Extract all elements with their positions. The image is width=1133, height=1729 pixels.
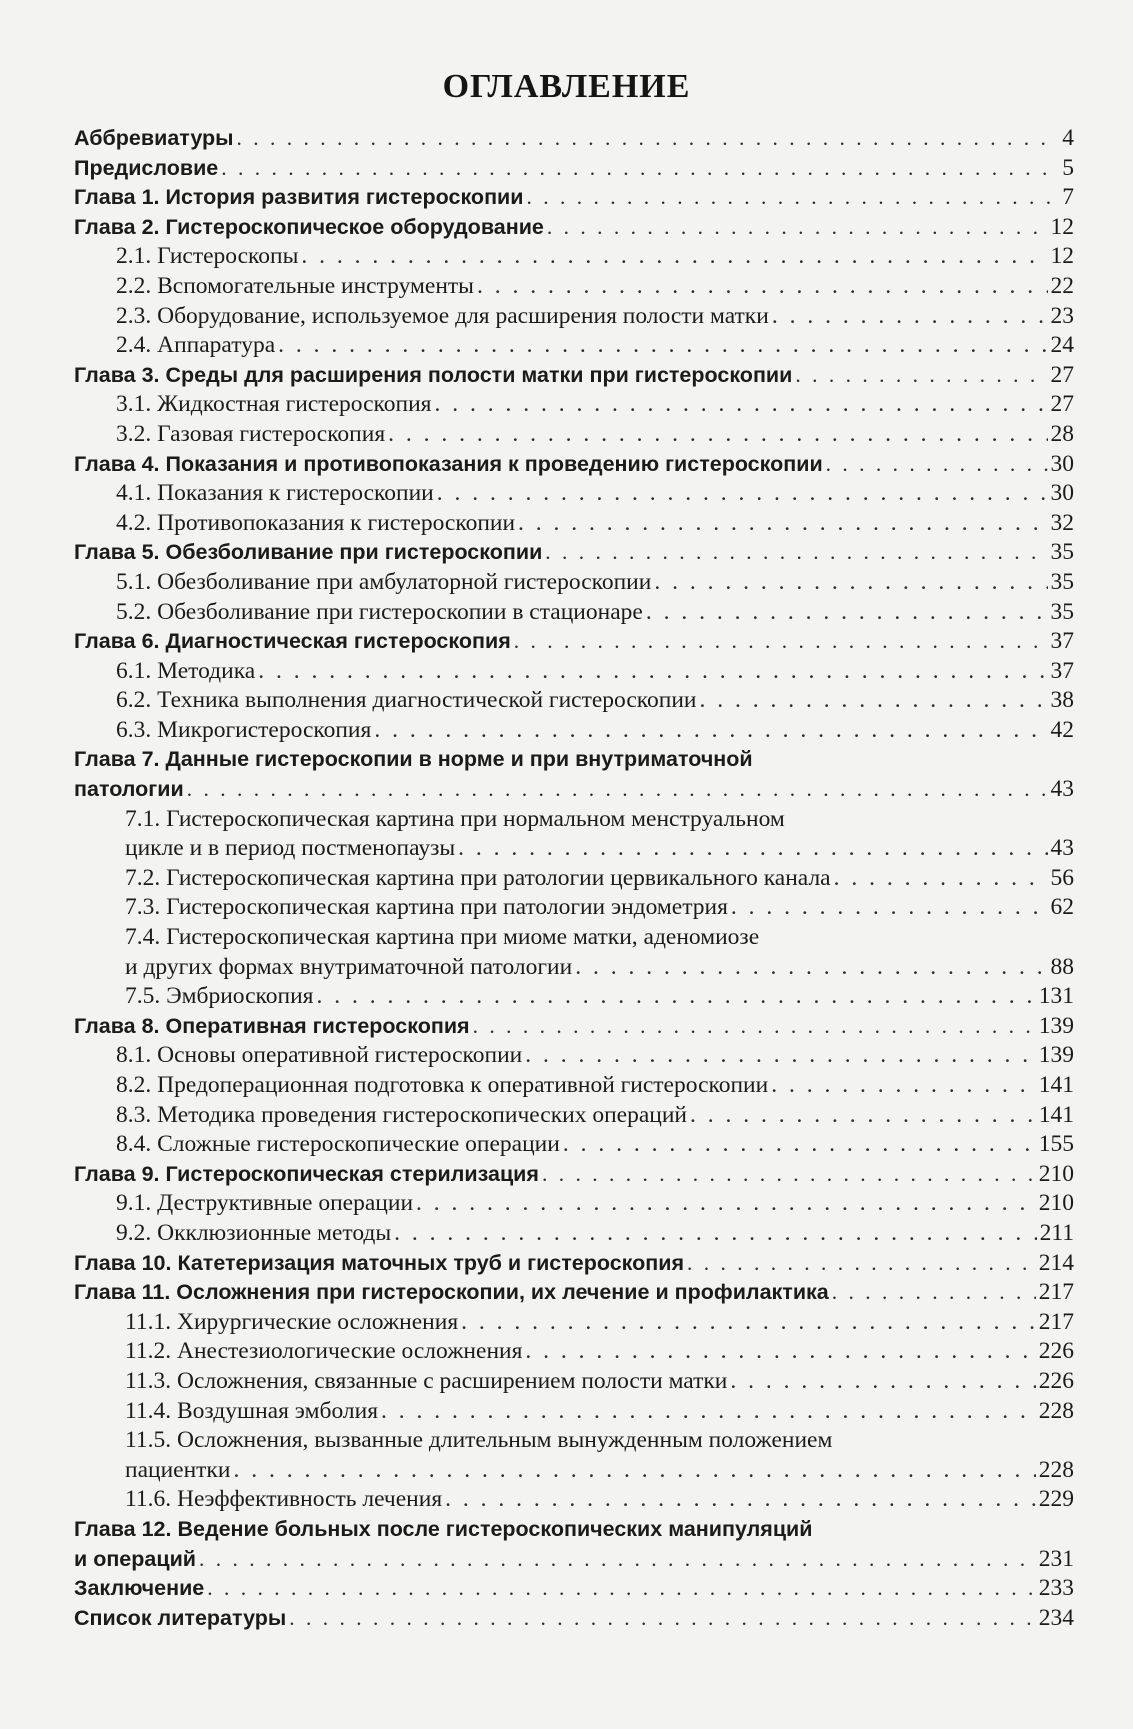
toc-page-number: 141 bbox=[1038, 1101, 1074, 1128]
toc-page-number: 56 bbox=[1050, 864, 1074, 891]
toc-entry-title: 2.1. Гистероскопы bbox=[116, 243, 299, 270]
toc-page-number: 231 bbox=[1038, 1545, 1074, 1572]
page-title: ОГЛАВЛЕНИЕ bbox=[442, 68, 691, 105]
toc-page-number: 210 bbox=[1038, 1190, 1074, 1217]
toc-section-entry[interactable] bbox=[74, 390, 1074, 420]
toc-page-number: 210 bbox=[1038, 1160, 1074, 1187]
leader-dots bbox=[525, 1337, 1035, 1367]
toc-section-entry[interactable] bbox=[74, 923, 1074, 982]
toc-page-number: 62 bbox=[1050, 894, 1074, 921]
toc-entry-title: 6.3. Микрогистероскопия bbox=[116, 716, 372, 743]
toc-page-number: 24 bbox=[1050, 332, 1074, 359]
toc-entry-title: патологии bbox=[74, 777, 184, 802]
toc-entry-title: Аббревиатуры bbox=[74, 126, 234, 150]
leader-dots bbox=[199, 1545, 1036, 1575]
toc-chapter-entry[interactable] bbox=[74, 213, 1074, 243]
toc-section-entry[interactable] bbox=[74, 302, 1074, 332]
toc-page-number: 139 bbox=[1038, 1042, 1074, 1069]
toc-section-entry[interactable] bbox=[74, 686, 1074, 716]
leader-dots bbox=[795, 361, 1047, 391]
toc-page-number: 155 bbox=[1038, 1131, 1074, 1158]
toc-entry-title: Глава 10. Катетеризация маточных труб и гистероскопия bbox=[74, 1250, 685, 1275]
leader-dots bbox=[317, 982, 1036, 1012]
toc-section-entry[interactable] bbox=[74, 568, 1074, 598]
toc-page-number: 228 bbox=[1038, 1397, 1074, 1424]
toc-entry-title: 9.1. Деструктивные операции bbox=[116, 1190, 414, 1217]
toc-entry-title: 2.2. Вспомогательные инструменты bbox=[116, 272, 474, 299]
toc-page-number: 42 bbox=[1050, 716, 1074, 743]
leader-dots bbox=[388, 420, 1047, 450]
toc-entry-title: Предисловие bbox=[74, 155, 219, 180]
leader-dots bbox=[646, 598, 1048, 628]
leader-dots bbox=[700, 686, 1048, 716]
toc-chapter-entry[interactable] bbox=[74, 154, 1074, 184]
leader-dots bbox=[654, 568, 1047, 598]
toc-entry-title: 8.2. Предоперационная подготовка к оперативной гистероскопии bbox=[116, 1072, 769, 1098]
toc-entry-title: 11.3. Осложнения, связанные с расширением полости матки bbox=[125, 1367, 728, 1394]
toc-chapter-entry[interactable] bbox=[74, 1249, 1074, 1279]
toc-entry-title: Список литературы bbox=[74, 1605, 287, 1630]
toc-page-number: 28 bbox=[1050, 420, 1074, 447]
toc-entry-title: 11.6. Неэффективность лечения bbox=[125, 1486, 443, 1513]
toc-entry-title: Глава 8. Оперативная гистероскопия bbox=[74, 1013, 470, 1038]
leader-dots bbox=[461, 1308, 1036, 1338]
leader-dots bbox=[374, 716, 1047, 746]
toc-page-number: 37 bbox=[1050, 628, 1074, 655]
leader-dots bbox=[434, 390, 1047, 420]
toc-entry-title: 4.1. Показания к гистероскопии bbox=[116, 480, 434, 507]
toc-section-entry[interactable] bbox=[74, 1337, 1074, 1367]
leader-dots bbox=[437, 479, 1048, 509]
toc-entry-title: 8.4. Сложные гистероскопические операции bbox=[116, 1131, 560, 1158]
toc-chapter-entry[interactable] bbox=[74, 361, 1074, 391]
leader-dots bbox=[477, 272, 1048, 302]
toc-entry-title: 6.1. Методика bbox=[116, 657, 256, 684]
table-of-contents bbox=[74, 124, 1074, 1633]
leader-dots bbox=[563, 1130, 1036, 1160]
toc-page-number: 35 bbox=[1050, 568, 1074, 595]
toc-entry-title: пациентки bbox=[125, 1456, 231, 1483]
toc-page-number: 229 bbox=[1038, 1486, 1074, 1513]
toc-chapter-entry[interactable] bbox=[74, 1574, 1074, 1604]
toc-chapter-entry[interactable] bbox=[74, 1604, 1074, 1634]
toc-page-number: 139 bbox=[1038, 1012, 1074, 1039]
toc-entry-title: Глава 5. Обезболивание при гистероскопии bbox=[74, 540, 543, 565]
toc-entry-title: и других формах внутриматочной патологии bbox=[125, 953, 573, 980]
toc-entry-title: 7.1. Гистероскопическая картина при нормальном менструальном bbox=[125, 805, 785, 832]
toc-section-entry[interactable] bbox=[74, 1426, 1074, 1485]
toc-section-entry[interactable] bbox=[74, 1308, 1074, 1338]
toc-entry-title: 3.1. Жидкостная гистероскопия bbox=[116, 391, 432, 418]
toc-section-entry[interactable] bbox=[74, 716, 1074, 746]
toc-page-number: 4 bbox=[1062, 125, 1074, 151]
toc-entry-title: 5.1. Обезболивание при амбулаторной гистероскопии bbox=[116, 568, 652, 595]
toc-section-entry[interactable] bbox=[74, 1219, 1074, 1249]
toc-section-entry[interactable] bbox=[74, 509, 1074, 539]
toc-entry-title: цикле и в период постменопаузы bbox=[125, 835, 456, 862]
toc-section-entry[interactable] bbox=[74, 1130, 1074, 1160]
toc-section-entry[interactable] bbox=[74, 982, 1074, 1012]
toc-entry-title: 7.4. Гистероскопическая картина при миоме матки, аденомиозе bbox=[125, 924, 760, 951]
toc-entry-title: 4.2. Противопоказания к гистероскопии bbox=[116, 509, 516, 536]
toc-chapter-entry[interactable] bbox=[74, 745, 1074, 804]
toc-section-entry[interactable] bbox=[74, 1485, 1074, 1515]
toc-entry-title: Глава 2. Гистероскопическое оборудование bbox=[74, 214, 544, 239]
toc-page-number: 234 bbox=[1038, 1604, 1074, 1631]
leader-dots bbox=[301, 242, 1047, 272]
toc-section-entry[interactable] bbox=[74, 805, 1074, 864]
leader-dots bbox=[575, 953, 1047, 983]
leader-dots bbox=[289, 1604, 1036, 1634]
toc-page-number: 217 bbox=[1038, 1279, 1074, 1306]
toc-page-number: 30 bbox=[1050, 450, 1074, 477]
toc-entry-title: 7.2. Гистероскопическая картина при ратологии цервикального канала bbox=[125, 864, 831, 891]
leader-dots bbox=[221, 154, 1051, 184]
toc-page-number: 43 bbox=[1050, 835, 1074, 862]
toc-page-number: 37 bbox=[1050, 657, 1074, 684]
leader-dots bbox=[445, 1485, 1036, 1515]
toc-entry-title: Глава 12. Ведение больных после гистероскопических манипуляций bbox=[74, 1516, 813, 1541]
toc-page-number: 7 bbox=[1062, 184, 1074, 211]
toc-chapter-entry[interactable] bbox=[74, 124, 1074, 154]
toc-section-entry[interactable] bbox=[74, 1189, 1074, 1219]
leader-dots bbox=[547, 213, 1048, 243]
leader-dots bbox=[771, 1071, 1036, 1101]
toc-chapter-entry[interactable] bbox=[74, 627, 1074, 657]
leader-dots bbox=[731, 893, 1048, 923]
toc-entry-title: 11.2. Анестезиологические осложнения bbox=[125, 1338, 523, 1365]
toc-section-entry[interactable] bbox=[74, 657, 1074, 687]
toc-section-entry[interactable] bbox=[74, 893, 1074, 923]
toc-section-entry[interactable] bbox=[74, 864, 1074, 894]
toc-chapter-entry[interactable] bbox=[74, 538, 1074, 568]
toc-entry-title: 8.3. Методика проведения гистероскопических операций bbox=[116, 1101, 687, 1128]
toc-entry-title: 11.1. Хирургические осложнения bbox=[125, 1308, 459, 1335]
leader-dots bbox=[826, 450, 1048, 480]
toc-page-number: 141 bbox=[1038, 1072, 1074, 1098]
toc-section-entry[interactable] bbox=[74, 272, 1074, 302]
toc-entry-title: 11.4. Воздушная эмболия bbox=[125, 1397, 379, 1424]
toc-page-number: 88 bbox=[1050, 953, 1074, 980]
toc-chapter-entry[interactable] bbox=[74, 1160, 1074, 1190]
leader-dots bbox=[690, 1101, 1036, 1131]
toc-entry-title: Глава 7. Данные гистероскопии в норме и при внутриматочной bbox=[74, 747, 753, 772]
toc-page-number: 228 bbox=[1038, 1456, 1074, 1483]
toc-entry-title: и операций bbox=[74, 1546, 197, 1571]
toc-section-entry[interactable] bbox=[74, 242, 1074, 272]
toc-entry-title: 2.3. Оборудование, используемое для расширения полости матки bbox=[116, 302, 769, 329]
toc-section-entry[interactable] bbox=[74, 1041, 1074, 1071]
toc-page-number: 35 bbox=[1050, 539, 1074, 566]
toc-page-number: 27 bbox=[1050, 391, 1074, 418]
toc-entry-title: 9.2. Окклюзионные методы bbox=[116, 1219, 392, 1246]
leader-dots bbox=[381, 1397, 1036, 1427]
toc-section-entry[interactable] bbox=[74, 1397, 1074, 1427]
leader-dots bbox=[545, 538, 1047, 568]
toc-chapter-entry[interactable] bbox=[74, 183, 1074, 213]
toc-page-number: 211 bbox=[1039, 1219, 1074, 1246]
toc-entry-title: 3.2. Газовая гистероскопия bbox=[116, 420, 386, 447]
leader-dots bbox=[416, 1189, 1036, 1219]
leader-dots bbox=[518, 509, 1047, 539]
leader-dots bbox=[458, 834, 1047, 864]
leader-dots bbox=[832, 1278, 1036, 1308]
leader-dots bbox=[687, 1249, 1036, 1279]
toc-page-number: 43 bbox=[1050, 776, 1074, 803]
leader-dots bbox=[278, 331, 1047, 361]
leader-dots bbox=[207, 1574, 1036, 1604]
toc-page-number: 32 bbox=[1050, 509, 1074, 536]
leader-dots bbox=[730, 1367, 1035, 1397]
toc-entry-title: Глава 4. Показания и противопоказания к проведению гистероскопии bbox=[74, 451, 823, 476]
toc-chapter-entry[interactable] bbox=[74, 1515, 1074, 1574]
toc-page-number: 5 bbox=[1062, 154, 1074, 181]
toc-entry-title: 7.3. Гистероскопическая картина при патологии эндометрия bbox=[125, 894, 728, 921]
toc-page-number: 233 bbox=[1038, 1575, 1074, 1602]
toc-page-number: 131 bbox=[1038, 983, 1074, 1010]
toc-entry-title: 2.4. Аппаратура bbox=[116, 332, 276, 359]
toc-section-entry[interactable] bbox=[74, 1367, 1074, 1397]
toc-entry-title: 6.2. Техника выполнения диагностической гистероскопии bbox=[116, 687, 697, 714]
leader-dots bbox=[514, 627, 1048, 657]
toc-page-number: 38 bbox=[1050, 687, 1074, 714]
toc-section-entry[interactable] bbox=[74, 1071, 1074, 1101]
toc-entry-title: Глава 3. Среды для расширения полости матки при гистероскопии bbox=[74, 362, 793, 387]
leader-dots bbox=[237, 124, 1051, 154]
toc-page-number: 12 bbox=[1050, 243, 1074, 270]
leader-dots bbox=[525, 1041, 1036, 1071]
leader-dots bbox=[473, 1012, 1036, 1042]
toc-page-number: 23 bbox=[1050, 302, 1074, 329]
leader-dots bbox=[233, 1456, 1035, 1486]
toc-entry-title: 7.5. Эмбриоскопия bbox=[125, 983, 314, 1010]
leader-dots bbox=[772, 302, 1048, 332]
toc-page-number: 226 bbox=[1038, 1367, 1074, 1394]
leader-dots bbox=[258, 657, 1047, 687]
leader-dots bbox=[394, 1219, 1036, 1249]
toc-section-entry[interactable] bbox=[74, 331, 1074, 361]
toc-page-number: 12 bbox=[1050, 213, 1074, 240]
toc-section-entry[interactable] bbox=[74, 479, 1074, 509]
toc-section-entry[interactable] bbox=[74, 598, 1074, 628]
toc-entry-title: Глава 11. Осложнения при гистероскопии, их лечение и профилактика bbox=[74, 1280, 829, 1305]
toc-entry-title: 8.1. Основы оперативной гистероскопии bbox=[116, 1042, 523, 1069]
toc-page-number: 214 bbox=[1038, 1249, 1074, 1276]
toc-page-number: 30 bbox=[1050, 480, 1074, 507]
toc-entry-title: Глава 1. История развития гистероскопии bbox=[74, 185, 524, 210]
toc-chapter-entry[interactable] bbox=[74, 450, 1074, 480]
toc-section-entry[interactable] bbox=[74, 420, 1074, 450]
toc-entry-title: Глава 6. Диагностическая гистероскопия bbox=[74, 629, 511, 654]
toc-entry-title: 5.2. Обезболивание при гистероскопии в стационаре bbox=[116, 598, 643, 625]
toc-page-number: 27 bbox=[1050, 361, 1074, 388]
toc-page-number: 35 bbox=[1050, 598, 1074, 625]
toc-section-entry[interactable] bbox=[74, 1101, 1074, 1131]
leader-dots bbox=[526, 183, 1051, 213]
leader-dots bbox=[542, 1160, 1036, 1190]
toc-entry-title: Глава 9. Гистероскопическая стерилизация bbox=[74, 1161, 539, 1186]
toc-chapter-entry[interactable] bbox=[74, 1012, 1074, 1042]
toc-page-number: 226 bbox=[1038, 1338, 1074, 1365]
toc-entry-title: 11.5. Осложнения, вызванные длительным вынужденным положением bbox=[125, 1427, 833, 1454]
toc-entry-title: Заключение bbox=[74, 1576, 205, 1601]
leader-dots bbox=[834, 864, 1048, 894]
toc-page-number: 217 bbox=[1038, 1308, 1074, 1335]
toc-chapter-entry[interactable] bbox=[74, 1278, 1074, 1308]
leader-dots bbox=[187, 775, 1048, 805]
toc-page-number: 22 bbox=[1050, 272, 1074, 299]
